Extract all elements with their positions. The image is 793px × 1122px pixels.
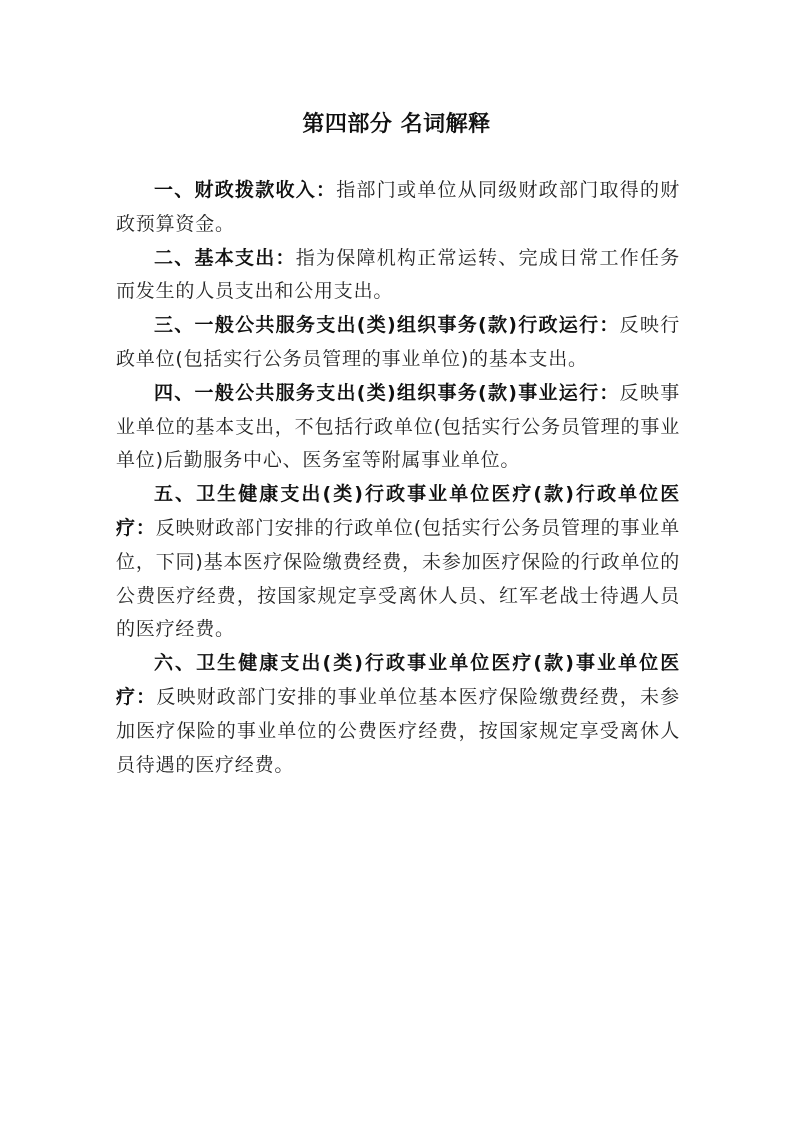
definition-text: 指部门或单位从同级财政部门取得的财政预算资金。 — [116, 179, 680, 235]
definition-term: 四、一般公共服务支出(类)组织事务(款)事业运行： — [154, 381, 620, 404]
definition-term: 二、基本支出： — [154, 246, 296, 269]
definition-text: 反映事业单位的基本支出，不包括行政单位(包括实行公务员管理的事业单位)后勤服务中心、医务室等附属事业单位。 — [116, 381, 680, 472]
page-title: 第四部分 名词解释 — [302, 112, 491, 137]
definition-item-2 — [116, 242, 680, 310]
definition-term: 六、卫生健康支出(类)行政事业单位医疗(款)事业单位医疗： — [116, 652, 680, 708]
definition-text: 反映财政部门安排的事业单位基本医疗保险缴费经费，未参加医疗保险的事业单位的公费医疗经费，按国家规定享受离休人员待遇的医疗经费。 — [116, 685, 680, 776]
definition-item-3 — [116, 309, 680, 377]
definition-text: 反映行政单位(包括实行公务员管理的事业单位)的基本支出。 — [116, 314, 680, 370]
definition-item-1 — [116, 174, 680, 242]
definition-item-4 — [116, 377, 680, 478]
definition-term: 五、卫生健康支出(类)行政事业单位医疗(款)行政单位医疗： — [116, 483, 680, 539]
definition-text: 指为保障机构正常运转、完成日常工作任务而发生的人员支出和公用支出。 — [116, 246, 680, 303]
definition-term: 一、财政拨款收入： — [154, 179, 337, 201]
definitions-list — [116, 174, 680, 782]
definition-text: 反映财政部门安排的行政单位(包括实行公务员管理的事业单位，下同)基本医疗保险缴费经费，未参加医疗保险的行政单位的公费医疗经费，按国家规定享受离休人员、红军老战士待遇人员的医疗经费。 — [116, 516, 680, 641]
definition-item-6 — [116, 647, 680, 782]
definition-term: 三、一般公共服务支出(类)组织事务(款)行政运行： — [154, 314, 620, 337]
definition-item-5 — [116, 478, 680, 647]
